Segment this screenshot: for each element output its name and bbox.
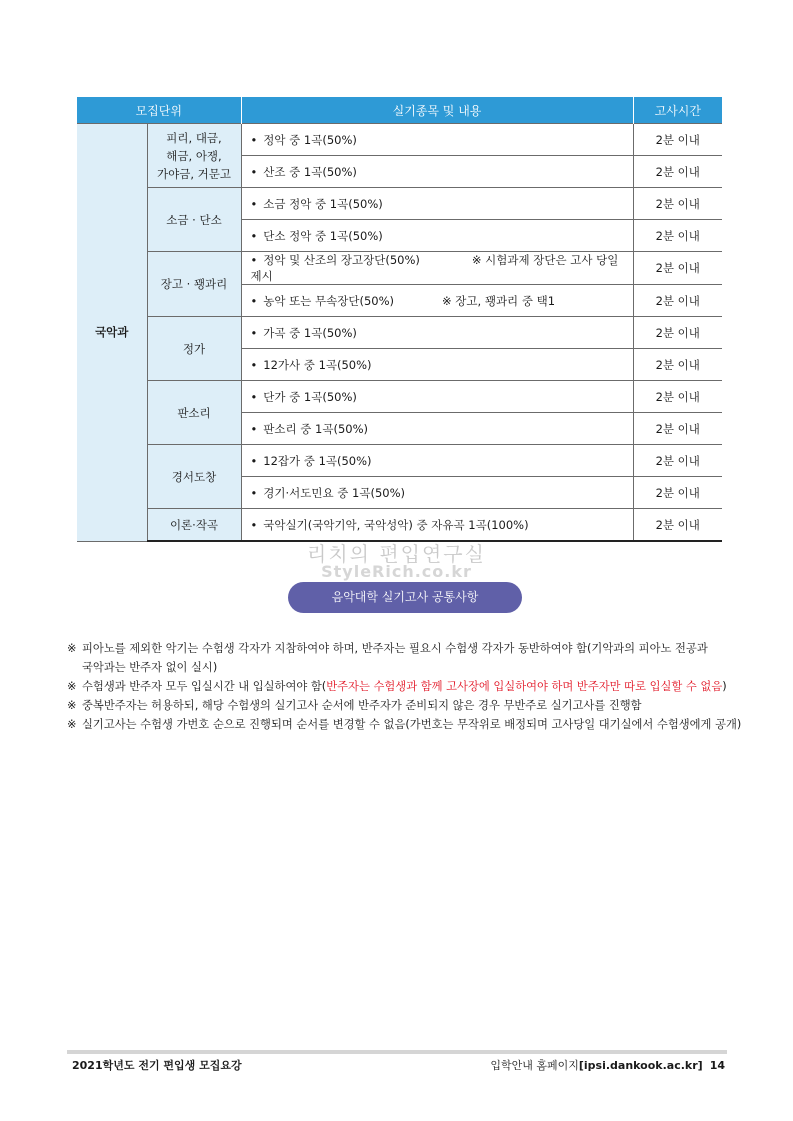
content-text: 판소리 중 1곡(50%): [263, 421, 369, 436]
time-cell: 2분 이내: [633, 188, 722, 220]
content-text: 12잡가 중 1곡(50%): [263, 453, 372, 468]
table-header-row: [77, 97, 722, 124]
note-text: 피아노를 제외한 악기는 수험생 각자가 지참하여야 하며, 반주자는 필요시 수험생 각자가 동반하여야 함(기악과의 피아노 전공과: [82, 642, 708, 655]
time-cell: 2분 이내: [633, 509, 722, 542]
bullet-icon: •: [250, 293, 258, 308]
content-cell: [241, 188, 633, 220]
reference-mark-icon: ※: [67, 680, 77, 693]
header-time: 고사시간: [633, 97, 722, 124]
note-item-continuation: [67, 658, 727, 677]
header-unit: 모집단위: [77, 97, 241, 124]
header-content: 실기종목 및 내용: [241, 97, 633, 124]
time-cell: 2분 이내: [633, 285, 722, 317]
bullet-icon: •: [250, 132, 258, 147]
reference-mark-icon: ※: [67, 718, 77, 731]
time-cell: 2분 이내: [633, 252, 722, 285]
bullet-icon: •: [250, 228, 258, 243]
bullet-icon: •: [250, 164, 258, 179]
content-cell: [241, 381, 633, 413]
footer-info: [490, 1057, 725, 1073]
reference-mark-icon: ※: [67, 642, 77, 655]
content-text: 소금 정악 중 1곡(50%): [263, 196, 383, 211]
time-cell: 2분 이내: [633, 477, 722, 509]
table-row: [77, 381, 722, 413]
time-cell: 2분 이내: [633, 124, 722, 156]
note-text: 중복반주자는 허용하되, 해당 수험생의 실기고사 순서에 반주자가 준비되지 않은 경우 무반주로 실기고사를 진행함: [82, 699, 642, 712]
unit-cell: 정가: [147, 317, 241, 381]
time-cell: 2분 이내: [633, 349, 722, 381]
content-note: ※ 시험과제 장단은 고사 당일 제시: [250, 253, 619, 283]
department-cell: 국악과: [77, 124, 147, 542]
content-cell: [241, 285, 633, 317]
bullet-icon: •: [250, 389, 258, 404]
section-title-pill: 음악대학 실기고사 공통사항: [288, 582, 522, 613]
note-text: 국악과는 반주자 없이 실시): [82, 661, 218, 674]
table-row: [77, 509, 722, 542]
note-item: [67, 639, 727, 658]
table-row: [77, 317, 722, 349]
bullet-icon: •: [250, 453, 258, 468]
content-cell: [241, 477, 633, 509]
table-row: [77, 445, 722, 477]
unit-cell: 경서도창: [147, 445, 241, 509]
content-text: 산조 중 1곡(50%): [263, 164, 357, 179]
unit-cell: 이론·작곡: [147, 509, 241, 542]
time-cell: 2분 이내: [633, 445, 722, 477]
reference-mark-icon: ※: [67, 699, 77, 712]
content-text: 단소 정악 중 1곡(50%): [263, 228, 383, 243]
content-text: 농악 또는 무속장단(50%): [263, 293, 395, 308]
content-text: 가곡 중 1곡(50%): [263, 325, 357, 340]
content-cell: [241, 413, 633, 445]
content-cell: [241, 220, 633, 252]
bullet-icon: •: [250, 517, 258, 532]
note-item: [67, 677, 727, 696]
exam-table: [77, 97, 722, 542]
bullet-icon: •: [250, 485, 258, 500]
unit-cell: 소금 · 단소: [147, 188, 241, 252]
table-row: [77, 124, 722, 156]
content-text: 12가사 중 1곡(50%): [263, 357, 372, 372]
bullet-icon: •: [250, 421, 258, 436]
time-cell: 2분 이내: [633, 220, 722, 252]
unit-name-line: 해금, 아쟁,: [166, 148, 222, 163]
content-cell: [241, 252, 633, 285]
unit-cell: 판소리: [147, 381, 241, 445]
time-cell: 2분 이내: [633, 156, 722, 188]
content-cell: [241, 156, 633, 188]
unit-cell: [147, 124, 241, 188]
time-cell: 2분 이내: [633, 413, 722, 445]
bullet-icon: •: [250, 253, 258, 267]
time-cell: 2분 이내: [633, 381, 722, 413]
footer-divider: [67, 1050, 727, 1054]
footer-title: 2021학년도 전기 편입생 모집요강: [72, 1059, 242, 1072]
notes-list: [67, 639, 742, 734]
watermark-url: StyleRich.co.kr: [321, 562, 472, 581]
table-row: [77, 252, 722, 285]
unit-cell: 장고 · 꽹과리: [147, 252, 241, 317]
content-text: 국악실기(국악기악, 국악성악) 중 자유곡 1곡(100%): [263, 517, 529, 532]
time-cell: 2분 이내: [633, 317, 722, 349]
table-row: [77, 188, 722, 220]
unit-name-line: 가야금, 거문고: [157, 166, 231, 181]
note-item: [67, 715, 742, 734]
content-cell: [241, 349, 633, 381]
note-highlight: 반주자는 수험생과 함께 고사장에 입실하여야 하며 반주자만 따로 입실할 수 없음: [326, 680, 723, 693]
note-text: 실기고사는 수험생 가번호 순으로 진행되며 순서를 변경할 수 없음(가번호는 무작위로 배정되며 고사당일 대기실에서 수험생에게 공개): [82, 718, 742, 731]
content-cell: [241, 317, 633, 349]
content-cell: [241, 445, 633, 477]
watermark-text: 리치의 편입연구실: [307, 542, 486, 566]
content-text: 정악 및 산조의 장고장단(50%): [263, 253, 420, 267]
note-text: 수험생과 반주자 모두 입실시간 내 입실하여야 함(: [82, 680, 327, 693]
note-text: ): [722, 680, 727, 693]
page-number: 14: [709, 1059, 725, 1072]
footer-label: 입학안내 홈페이지: [490, 1059, 579, 1072]
note-item: [67, 696, 727, 715]
content-cell: [241, 124, 633, 156]
bullet-icon: •: [250, 325, 258, 340]
content-note: ※ 장고, 꽹과리 중 택1: [442, 293, 556, 308]
unit-name-line: 피리, 대금,: [166, 130, 222, 145]
content-text: 경기·서도민요 중 1곡(50%): [263, 485, 405, 500]
bullet-icon: •: [250, 357, 258, 372]
content-text: 정악 중 1곡(50%): [263, 132, 357, 147]
bullet-icon: •: [250, 196, 258, 211]
footer-url: [ipsi.dankook.ac.kr]: [578, 1059, 703, 1072]
content-text: 단가 중 1곡(50%): [263, 389, 357, 404]
content-cell: [241, 509, 633, 542]
